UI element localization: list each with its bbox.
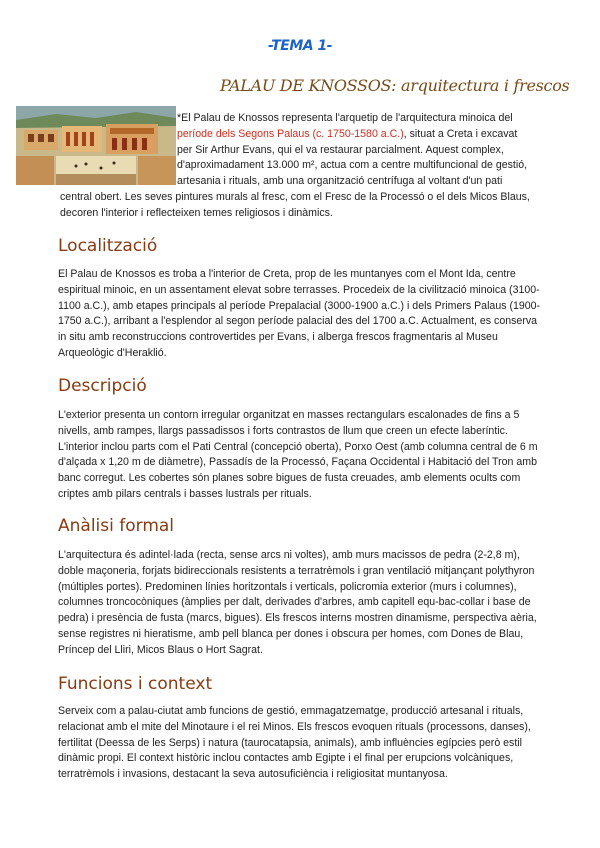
section-heading-analisi: Anàlisi formal xyxy=(58,516,175,536)
intro-paragraph xyxy=(60,111,532,222)
document-title: PALAU DE KNOSSOS: arquitectura i frescos xyxy=(220,76,570,95)
section-text-descripcio: L'exterior presenta un contorn irregular organitzat en masses rectangulars escalonades de fins a 5 nivells, amb rampes, llargs passadissos i forts contrastos de llum que creen un efecte laberíntic. L'interior inclou parts com el Pati Central (concepció oberta), Porxo Oest (amb columna central de 6 m d'alçada x 1,20 m de diàmetre), Passadís de la Processó, Façana Occidental i Habitació del Tron amb banc corregut. Les cobertes són planes sobre bigues de fusta creuades, amb elements ocults com criptes amb pilars centrals i basses lustrals per rituals. xyxy=(58,409,538,500)
section-heading-funcions: Funcions i context xyxy=(58,674,213,694)
section-text-localitzacio: El Palau de Knossos es troba a l'interior de Creta, prop de les muntanyes com el Mont Ida, centre espiritual minoic, en un assentament elevat sobre terrasses. Procedeix de la civilització minoica (3100-1100 a.C.), amb etapes principals al període Prepalacial (3000-1900 a.C.) i dels Primers Palaus (1900-1750 a.C.), arribant a l'esplendor al segon període palacial des del 1700 a.C. Actualment, es conserva in situ amb reconstruccions controvertides per Evans, i alberga frescos fragmentaris al Museu Arqueològic d'Heraklió. xyxy=(58,268,541,359)
intro-text-before: *El Palau de Knossos representa l'arquetip de l'arquitectura minoica del xyxy=(177,112,513,124)
topic-label: -TEMA 1- xyxy=(267,38,333,54)
intro-period-highlight: període dels Segons Palaus (c. 1750-1580 a.C.) xyxy=(177,127,404,140)
intro-text-after: , situat a Creta i excavat per Sir Arthur Evans, qui el va restaurar parcialment. Aquest complex, d'aproximadament 13.000 m², actua com a centre multifuncional de gestió, artesania i rituals, amb una organització centrífuga al voltant d'un pati central obert. Les seves pintures murals al fresc, com el Fresc de la Processó o el dels Micos Blaus, decoren l'interior i reflecteixen temes religiosos i dinàmics. xyxy=(60,127,530,219)
section-text-funcions: Serveix com a palau-ciutat amb funcions de gestió, emmagatzematge, producció artesanal i rituals, relacionat amb el mite del Minotaure i el rei Minos. Els frescos evoquen rituals (processons, danses), fertilitat (Deessa de les Serps) i natura (taurocatapsia, animals), amb influències egípcies però estil dinàmic propi. El context històric inclou contactes amb Egipte i el final per erupcions volcàniques, terratrèmols i invasions, destacant la seva autosuficiència i religiositat muntanyosa. xyxy=(58,705,531,781)
section-heading-descripcio: Descripció xyxy=(58,376,147,396)
section-text-analisi: L'arquitectura és adintel·lada (recta, sense arcs ni voltes), amb murs macissos de pedra (2-2,8 m), doble maçoneria, forjats bidireccionals resistents a terratrèmols i gran ventilació mitjançant polythyron (múltiples portes). Predominen línies horitzontals i verticals, policromia exterior (murs i columnes), columnes troncocòniques (àmplies per dalt, derivades d'arbres, amb capitell equ-bac-collar i base de pedra) i presència de fusta (marcs, bigues). Els frescos interns mostren dinamisme, perspectiva aèria, sense registres ni hieratisme, amb pell blanca per dones i obscura per homes, com Dones de Blau, Príncep del Lliri, Micos Blaus o Hort Sagrat. xyxy=(58,549,537,656)
section-heading-localitzacio: Localització xyxy=(58,236,158,256)
image-wrap-space xyxy=(60,111,177,189)
